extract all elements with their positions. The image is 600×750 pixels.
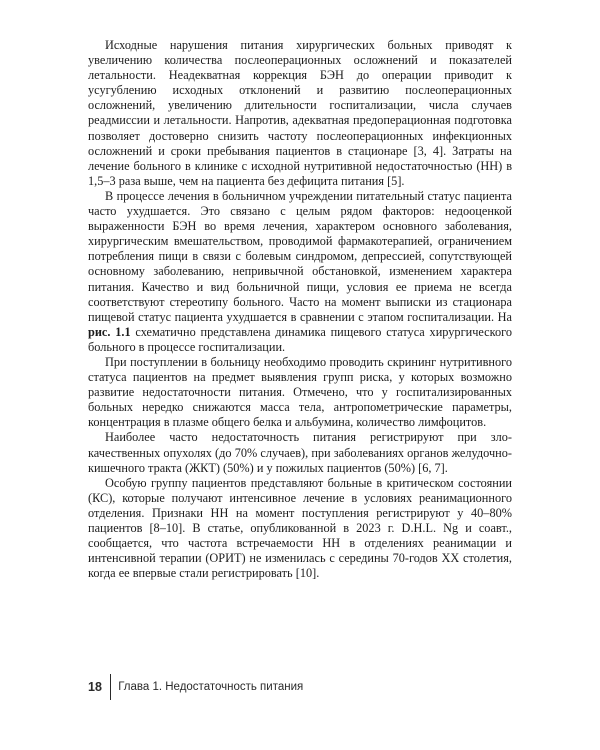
paragraph bbox=[88, 430, 512, 475]
paragraph bbox=[88, 355, 512, 430]
page-footer bbox=[88, 674, 303, 700]
paragraph-text: Особую группу пациентов представляют больные в критическом состоянии (КС), которые получают интенсивное лечение в условиях реанимационного отделения. Признаки НН на момент поступления регистрируют у 40–80% пациентов [8–10]. В статье, опубликованной в 2023 г. D.H.L. Ng и соавт., сообщается, что частота встречаемости НН в отделениях реанимации и интенсивной терапии (ОРИТ) не изменилась с середины 70-годов XX столетия, когда ее впервые стали регистрировать [10]. bbox=[88, 475, 512, 581]
footer-divider bbox=[110, 674, 111, 700]
paragraph-text: Исходные нарушения питания хирургических больных приводят к увеличению количества послеоперационных осложнений и показателей летальности. Неадекватная коррекция БЭН до операции приводит к усугублению исходных отклонений и развитию послеоперационных осложнений, увеличению длительности госпитализации, числа случаев реадмиссии и летальности. Напротив, адекватная предоперационная подготовка позволяет достоверно снизить частоту послеоперационных инфекционных осложнений и сроки пребывания пациентов в стационаре [3, 4]. Затраты на лечение больного в клинике с исходной нутритивной недостаточностью (НН) в 1,5–3 раза выше, чем на пациента без дефицита питания [5]. bbox=[88, 38, 512, 188]
paragraph-text: Наиболее часто недостаточность питания регистрируют при злокачественных опухолях (до 70% случаев), при заболеваниях органов желудочно-кишечного тракта (ЖКТ) (50%) и у пожилых пациентов (50%) [6, 7]. bbox=[88, 430, 512, 475]
body-text bbox=[88, 38, 512, 581]
paragraph bbox=[88, 38, 512, 189]
paragraph bbox=[88, 189, 512, 355]
paragraph-text: В процессе лечения в больничном учреждении питательный статус пациента часто ухудшается. Это связано с целым рядом факторов: недооценкой выраженности БЭН во время лечения, характером основного заболевания, хирургическим вмешательством, проводимой фармакотерапией, ограничением потребления пищи в связи с болевым синдромом, депрессией, сопутствующей основному заболеванию, непривычной обстановкой, изменением характера питания. Качество и вид больничной пищи, условия ее приема не всегда соответствуют стереотипу больного. Часто на момент выписки из стационара пищевой статус пациента ухудшается в сравнении с этапом госпитализации. На bbox=[88, 188, 512, 324]
page-number: 18 bbox=[88, 680, 102, 694]
paragraph-text: схематично представлена динамика пищевого статуса хирургического больного в процессе госпитализации. bbox=[88, 324, 512, 354]
paragraph bbox=[88, 476, 512, 582]
paragraph-text: При поступлении в больницу необходимо проводить скрининг нутритивного статуса пациентов на предмет выявления групп риска, у которых возможно развитие недостаточности питания. Отмечено, что у госпитализированных больных нередко снижаются масса тела, антропометрические параметры, концентрация в плазме общего белка и альбумина, количество лимфоцитов. bbox=[88, 354, 512, 430]
running-title: Глава 1. Недостаточность питания bbox=[118, 681, 304, 693]
figure-reference: рис. 1.1 bbox=[88, 324, 131, 339]
